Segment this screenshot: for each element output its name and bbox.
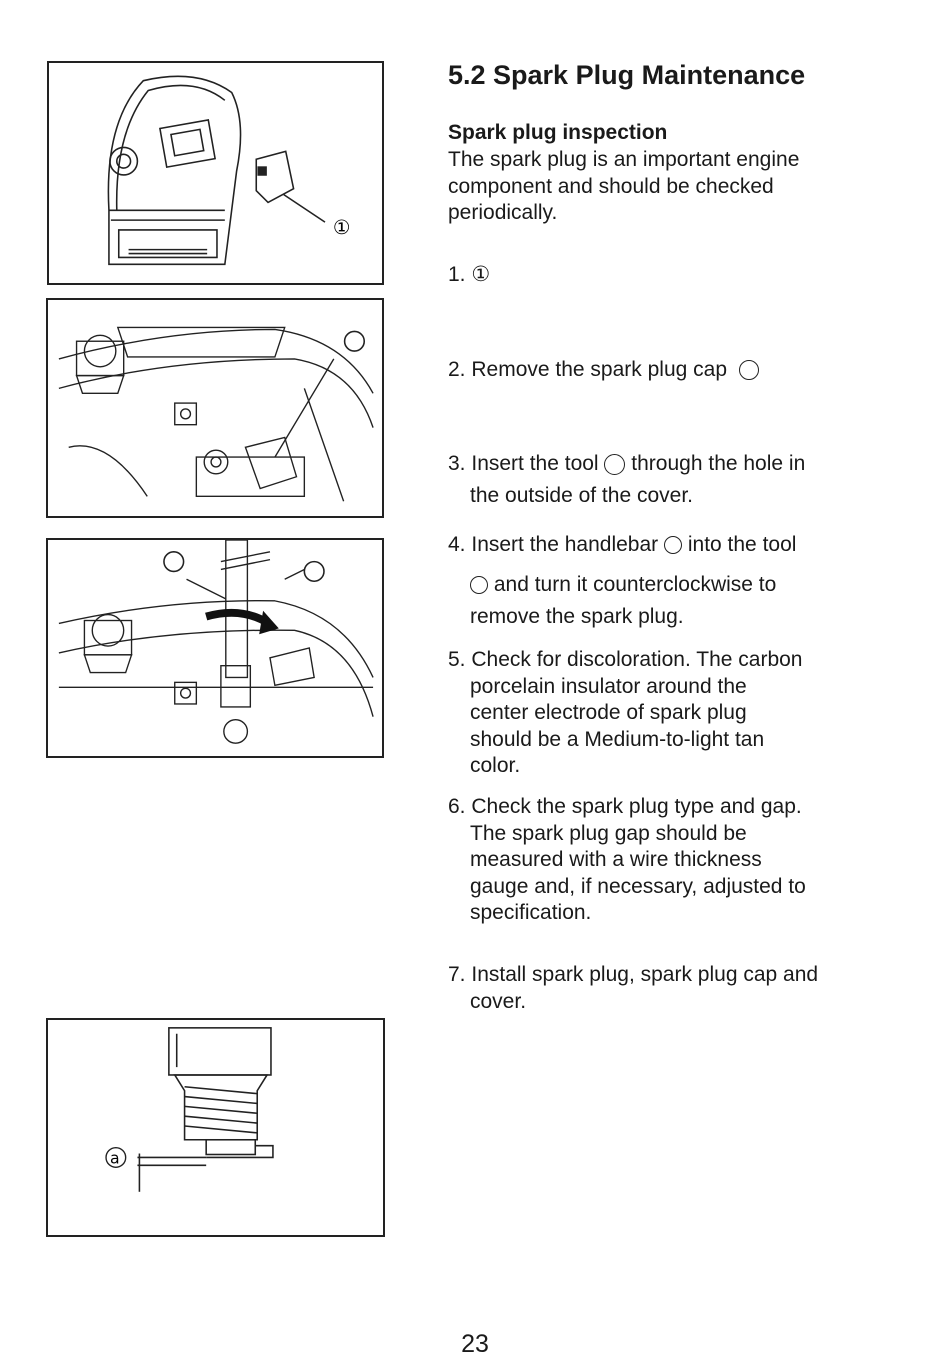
step-4-text-b: into the tool — [687, 533, 797, 556]
step-7-text-c: cover — [470, 989, 521, 1013]
step-number: 5. — [448, 648, 466, 671]
callout-circle-icon — [664, 536, 682, 554]
step-2 — [448, 357, 759, 384]
step-number: 4. — [448, 533, 466, 556]
step-4 — [448, 532, 796, 631]
step-7 — [448, 962, 818, 1015]
step-6-line: gauge and, if necessary, adjusted to — [470, 874, 806, 898]
step-3 — [448, 451, 805, 509]
callout-circle-icon — [739, 360, 759, 380]
step-number: 1. — [448, 263, 466, 286]
step-6-line: Check the spark plug type and gap. — [471, 795, 802, 818]
step-3-text-c: the outside of the cover. — [470, 483, 693, 507]
figure-tool-handlebar — [46, 538, 384, 758]
step-5 — [448, 647, 802, 780]
callout-1: ① — [332, 215, 351, 239]
step-1 — [448, 262, 490, 289]
step-1-marker: ① — [471, 263, 491, 286]
step-2-text: Remove the spark plug cap — [471, 358, 727, 381]
step-5-line: center electrode of spark plug — [470, 701, 747, 725]
step-6-line: The spark plug gap should be — [470, 821, 747, 845]
spark-plug-cap-illustration — [48, 300, 382, 516]
figure-spark-plug-gap — [46, 1018, 385, 1237]
step-6-line: specification. — [470, 901, 592, 925]
step-5-line: color. — [470, 754, 521, 778]
tool-handlebar-illustration — [48, 540, 382, 756]
step-number: 6. — [448, 795, 466, 818]
spark-plug-gap-illustration — [48, 1020, 383, 1235]
step-5-line: porcelain insulator around the — [470, 674, 747, 698]
step-7-text-b: and — [783, 963, 819, 986]
step-4-text-a: Insert the handlebar — [471, 533, 659, 556]
step-7-text-a: Install spark plug, spark plug cap — [471, 963, 778, 986]
generator-illustration — [49, 63, 382, 283]
step-3-text-b: through the hole in — [631, 452, 806, 475]
intro-paragraph: The spark plug is an important engine component and should be checked periodically. — [448, 148, 800, 225]
callout-circle-left — [164, 552, 184, 572]
section-subheading: Spark plug inspection — [448, 121, 668, 144]
page-title: 5.2 Spark Plug Maintenance — [448, 60, 806, 90]
page-number: 23 — [461, 1330, 489, 1358]
step-7-text-d: . — [520, 989, 527, 1013]
step-6 — [448, 794, 806, 927]
step-3-text-a: Insert the tool — [471, 452, 599, 475]
step-4-text-c: and turn it counterclockwise to — [493, 572, 777, 596]
step-number: 2. — [448, 358, 466, 381]
rotation-arrow — [206, 613, 267, 623]
step-5-line: should be a Medium-to-light tan — [470, 727, 765, 751]
callout-circle-icon — [604, 454, 625, 475]
step-6-line: measured with a wire thickness — [470, 848, 762, 872]
callout-circle-right — [304, 562, 324, 582]
figure-generator-cover — [47, 61, 384, 285]
callout-circle-icon — [470, 576, 488, 594]
step-5-line: Check for discoloration. The carbon — [471, 648, 803, 671]
callout-a: a — [109, 1148, 120, 1168]
step-4-text-d: remove the spark plug. — [470, 605, 684, 629]
step-number: 7. — [448, 963, 466, 986]
figure-spark-plug-cap — [46, 298, 384, 518]
callout-circle — [345, 331, 365, 351]
step-number: 3. — [448, 452, 466, 475]
